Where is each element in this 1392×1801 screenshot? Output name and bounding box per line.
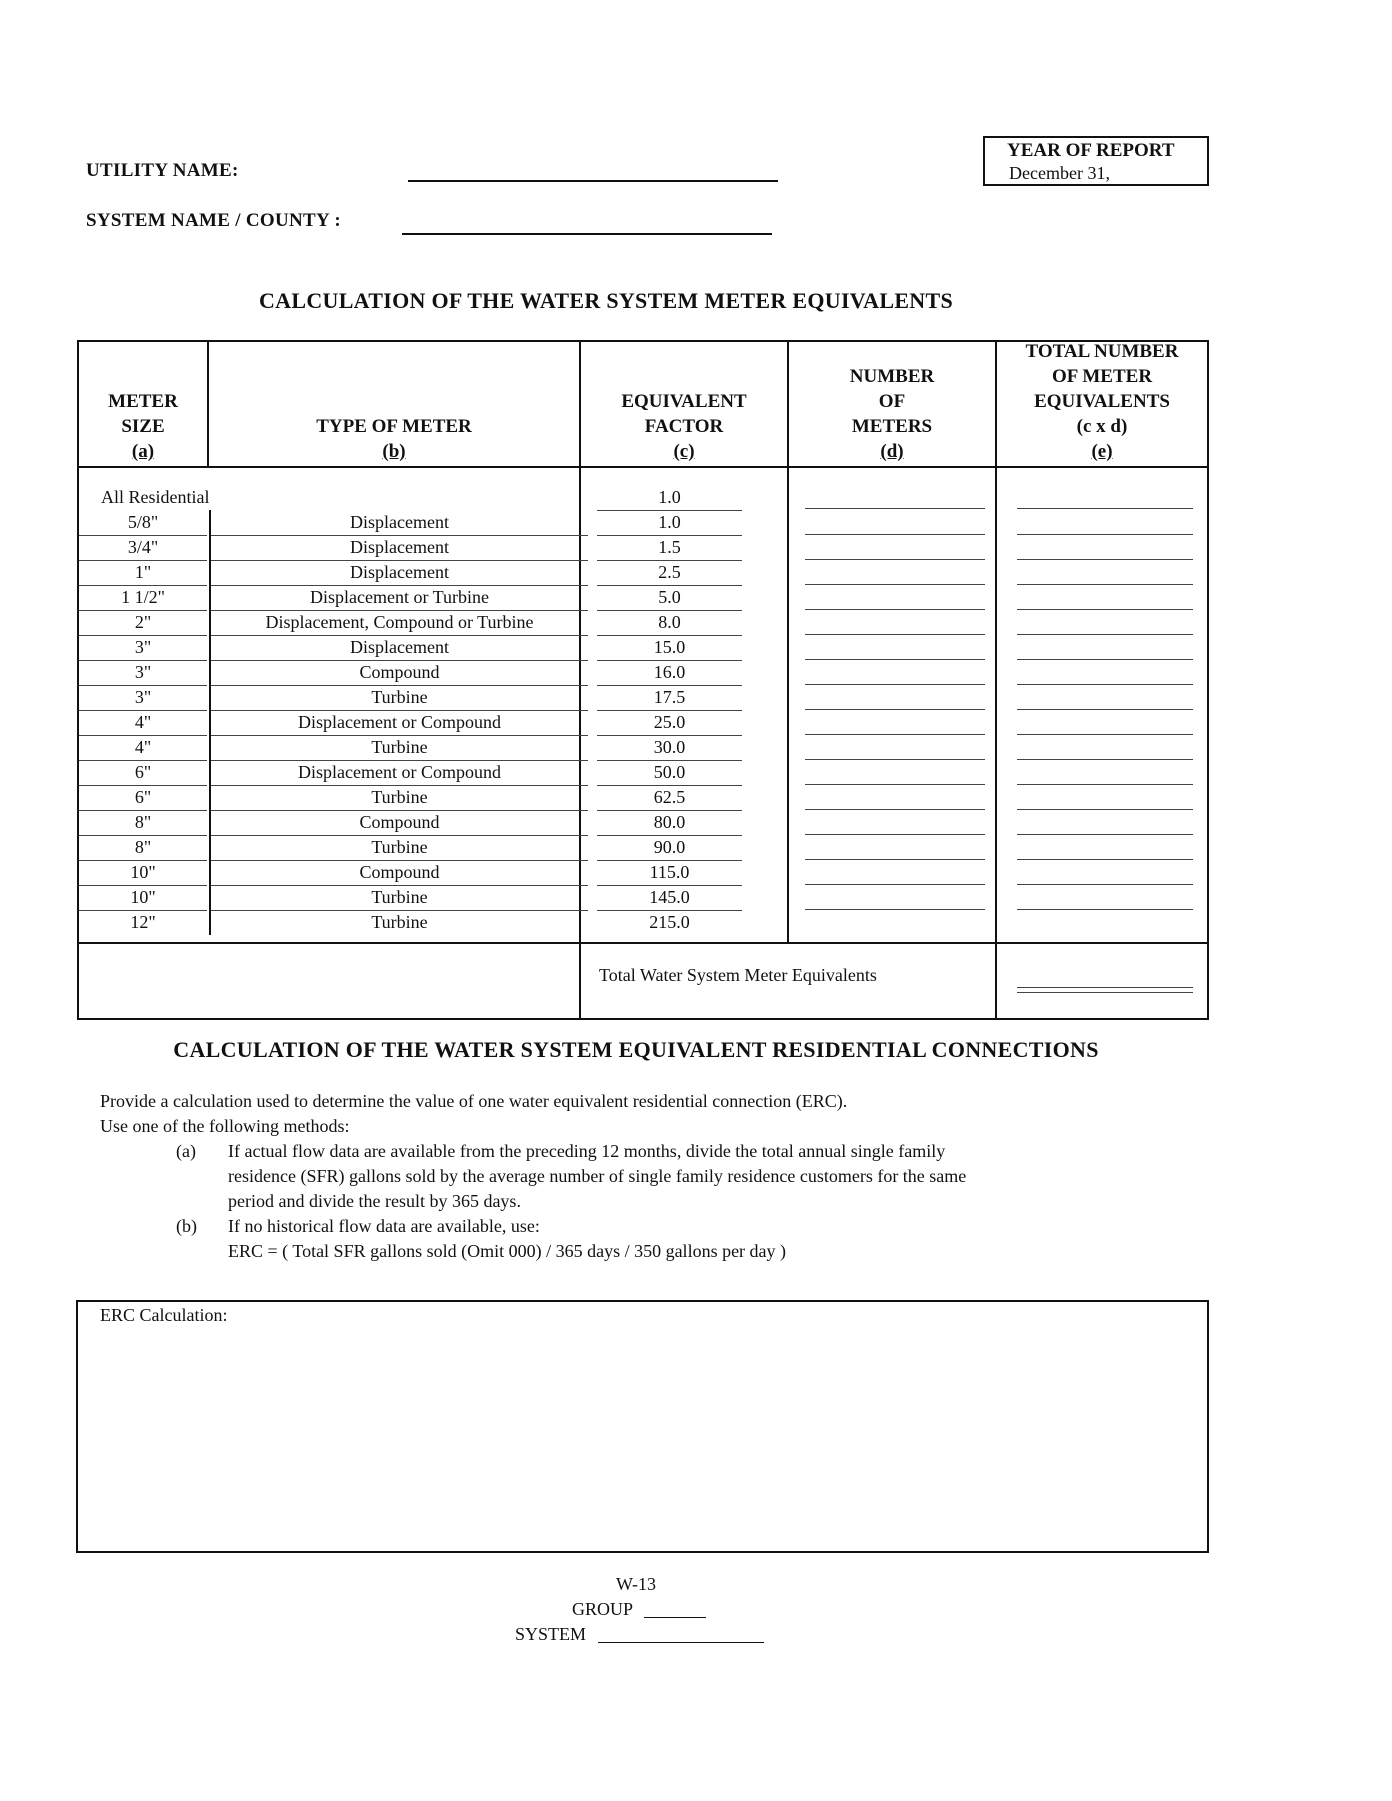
meter-type-cell: Turbine xyxy=(209,885,588,911)
year-of-report-box xyxy=(983,136,1209,186)
table-row xyxy=(79,710,1207,735)
meter-size-cell: 4" xyxy=(79,735,207,761)
factor-cell: 50.0 xyxy=(597,760,742,786)
factor-cell: 17.5 xyxy=(597,685,742,711)
meter-type-cell: Displacement, Compound or Turbine xyxy=(209,610,588,636)
table-row xyxy=(79,510,1207,535)
group-label: GROUP xyxy=(572,1599,634,1619)
meter-size-cell: 6" xyxy=(79,785,207,811)
table-row xyxy=(79,685,1207,710)
method-b-line: If no historical flow data are available, use: xyxy=(228,1216,540,1236)
meter-type-cell: Turbine xyxy=(209,735,588,761)
erc-intro-text: Provide a calculation used to determine the value of one water equivalent residential connection (ERC). xyxy=(100,1091,848,1111)
col-header-type-of-meter: TYPE OF METER (b) xyxy=(316,416,472,462)
col-header-equivalent-factor: EQUIVALENT FACTOR (c) xyxy=(621,391,747,462)
meter-size-cell: 4" xyxy=(79,710,207,736)
factor-cell: 145.0 xyxy=(597,885,742,911)
table-row xyxy=(79,635,1207,660)
system-name-field[interactable] xyxy=(402,233,772,235)
table-row xyxy=(79,610,1207,635)
meter-section-title: CALCULATION OF THE WATER SYSTEM METER EQUIVALENTS xyxy=(258,288,953,313)
meter-size-cell: 12" xyxy=(130,912,156,932)
meter-size-cell: 2" xyxy=(79,610,207,636)
all-residential-label: All Residential xyxy=(101,487,210,507)
factor-cell: 62.5 xyxy=(597,785,742,811)
meter-type-cell: Displacement or Turbine xyxy=(209,585,588,611)
factor-cell: 115.0 xyxy=(597,860,742,886)
number-of-meters-field[interactable] xyxy=(805,508,985,509)
factor-cell: 215.0 xyxy=(649,912,690,932)
meter-size-cell: 3" xyxy=(79,635,207,661)
table-row xyxy=(79,835,1207,860)
table-row xyxy=(79,660,1207,685)
factor-cell: 90.0 xyxy=(597,835,742,861)
factor-cell: 1.0 xyxy=(597,510,742,536)
year-box-date[interactable]: December 31, xyxy=(1009,163,1110,183)
total-meter-equivalents-field[interactable] xyxy=(1017,987,1193,988)
col-header-meter-size: METER SIZE (a) xyxy=(108,391,178,462)
erc-methods-intro: Use one of the following methods: xyxy=(100,1116,350,1136)
meter-size-cell: 10" xyxy=(79,885,207,911)
meter-type-cell: Turbine xyxy=(209,785,588,811)
factor-cell: 1.0 xyxy=(597,485,742,511)
factor-cell: 5.0 xyxy=(597,585,742,611)
factor-cell: 25.0 xyxy=(597,710,742,736)
year-box-title: YEAR OF REPORT xyxy=(1007,140,1175,161)
meter-size-cell: 6" xyxy=(79,760,207,786)
meter-size-cell: 1" xyxy=(79,560,207,586)
meter-type-cell: Displacement xyxy=(209,510,588,536)
system-name-label: SYSTEM NAME / COUNTY : xyxy=(86,210,342,231)
meter-size-cell: 8" xyxy=(79,810,207,836)
table-row xyxy=(79,760,1207,785)
meter-type-cell: Compound xyxy=(209,810,588,836)
meter-type-cell: Displacement or Compound xyxy=(209,710,588,736)
factor-cell: 8.0 xyxy=(597,610,742,636)
table-row xyxy=(79,885,1207,910)
group-field[interactable] xyxy=(644,1617,706,1618)
total-meter-equivalents-label: Total Water System Meter Equivalents xyxy=(599,965,877,985)
table-row xyxy=(79,910,1207,935)
method-b-formula: ERC = ( Total SFR gallons sold (Omit 000) / 365 days / 350 gallons per day ) xyxy=(228,1241,787,1261)
erc-section-title: CALCULATION OF THE WATER SYSTEM EQUIVALENT RESIDENTIAL CONNECTIONS xyxy=(173,1037,1099,1062)
meter-size-cell: 1 1/2" xyxy=(79,585,207,611)
meter-type-cell: Turbine xyxy=(209,910,588,935)
factor-cell: 1.5 xyxy=(597,535,742,561)
erc-calculation-box[interactable] xyxy=(76,1300,1209,1553)
method-b-marker: (b) xyxy=(176,1216,197,1236)
meter-type-cell: Turbine xyxy=(209,685,588,711)
table-row xyxy=(79,535,1207,560)
table-row xyxy=(79,810,1207,835)
meter-size-cell: 5/8" xyxy=(79,510,207,536)
system-label: SYSTEM xyxy=(515,1624,587,1644)
method-a-line: residence (SFR) gallons sold by the average number of single family residence customers for the same xyxy=(228,1166,967,1186)
meter-type-cell: Displacement xyxy=(209,560,588,586)
meter-type-cell: Displacement or Compound xyxy=(209,760,588,786)
meter-size-cell: 8" xyxy=(79,835,207,861)
factor-cell: 80.0 xyxy=(597,810,742,836)
meter-size-cell: 10" xyxy=(79,860,207,886)
method-a-marker: (a) xyxy=(176,1141,196,1161)
meter-size-cell: 3/4" xyxy=(79,535,207,561)
utility-name-field[interactable] xyxy=(408,180,778,182)
meter-equivalents-table xyxy=(77,340,1209,1020)
meter-type-cell: Displacement xyxy=(209,535,588,561)
col-header-total-meter-equivalents: TOTAL NUMBER OF METER EQUIVALENTS (c x d) (e) xyxy=(1025,341,1179,462)
meter-type-cell: Compound xyxy=(209,860,588,886)
table-row xyxy=(79,560,1207,585)
table-row xyxy=(79,585,1207,610)
meter-type-cell: Displacement xyxy=(209,635,588,661)
utility-name-label: UTILITY NAME: xyxy=(86,160,239,181)
table-row-all-residential xyxy=(79,485,1207,510)
factor-cell: 2.5 xyxy=(597,560,742,586)
factor-cell: 16.0 xyxy=(597,660,742,686)
meter-size-cell: 3" xyxy=(79,685,207,711)
method-a-line: If actual flow data are available from the preceding 12 months, divide the total annual single family xyxy=(228,1141,946,1161)
meter-size-cell: 3" xyxy=(79,660,207,686)
meter-type-cell: Turbine xyxy=(209,835,588,861)
total-equivalents-field[interactable] xyxy=(1017,508,1193,509)
factor-cell: 15.0 xyxy=(597,635,742,661)
col-header-number-of-meters: NUMBER OF METERS (d) xyxy=(849,366,935,462)
factor-cell: 30.0 xyxy=(597,735,742,761)
system-field[interactable] xyxy=(598,1642,764,1643)
table-row xyxy=(79,735,1207,760)
method-a-line: period and divide the result by 365 days. xyxy=(228,1191,521,1211)
table-row xyxy=(79,785,1207,810)
erc-calculation-label: ERC Calculation: xyxy=(100,1305,228,1325)
table-row xyxy=(79,860,1207,885)
page-code: W-13 xyxy=(616,1574,656,1594)
meter-type-cell: Compound xyxy=(209,660,588,686)
